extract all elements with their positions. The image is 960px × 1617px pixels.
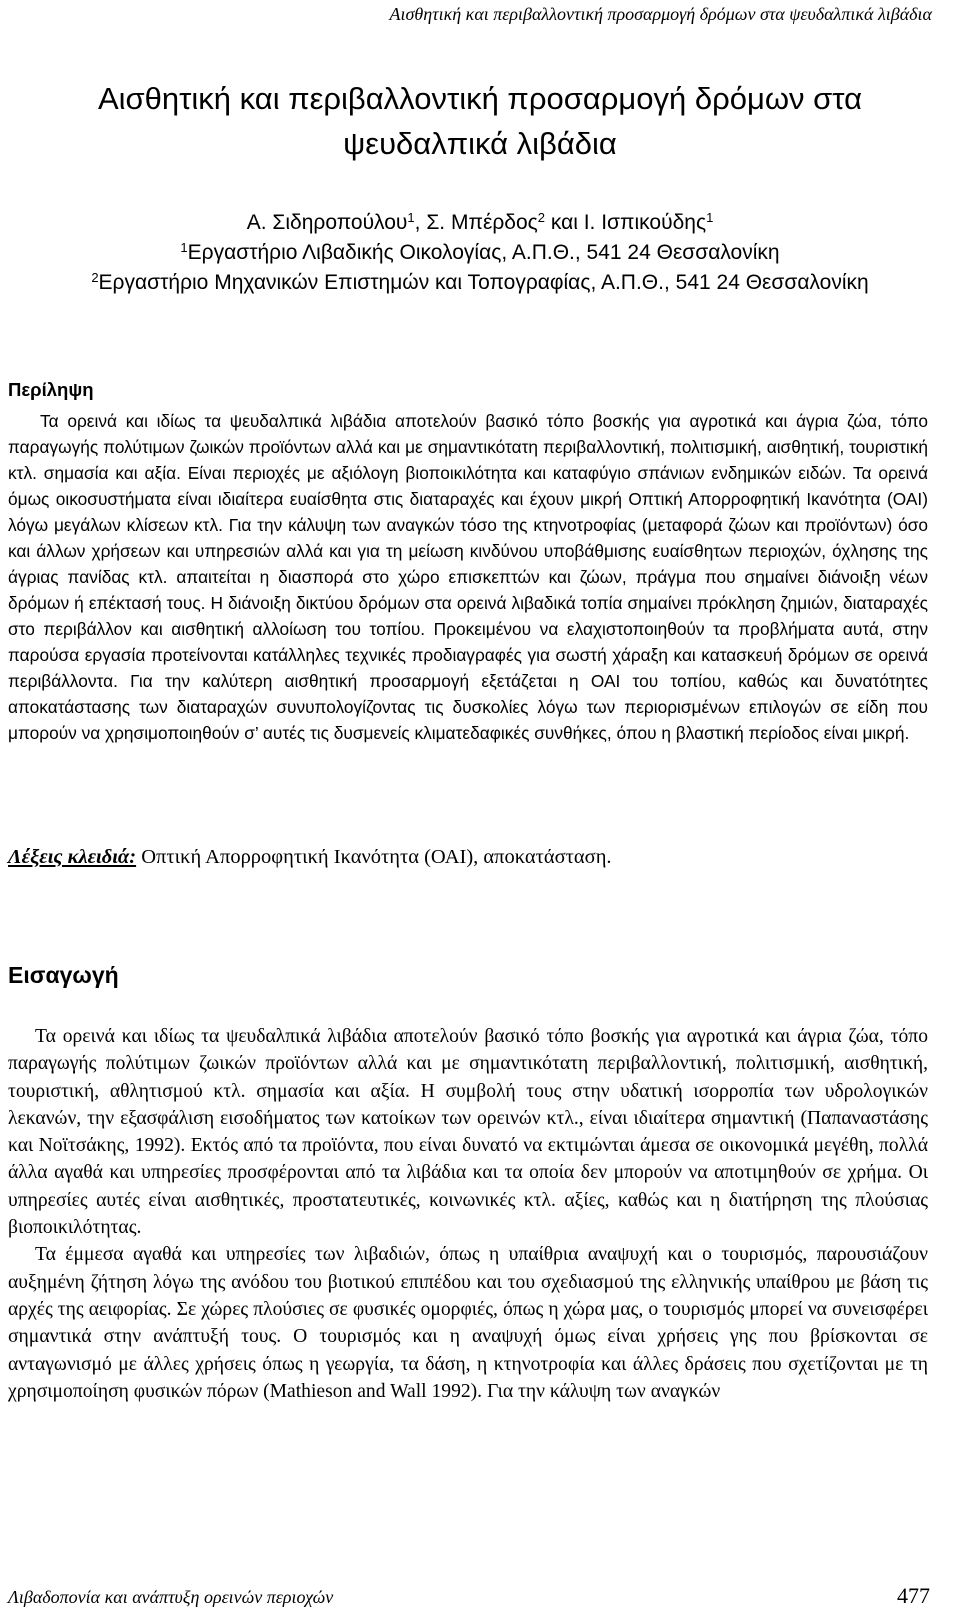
page-number: 477 — [897, 1583, 930, 1608]
affiliation-1-text: Εργαστήριο Λιβαδικής Οικολογίας, Α.Π.Θ., 541 24 Θεσσαλονίκη — [187, 241, 780, 264]
author-1: Α. Σιδηροπούλου — [246, 211, 408, 234]
intro-paragraph-2: Τα έμμεσα αγαθά και υπηρεσίες των λιβαδιών, όπως η υπαίθρια αναψυχή και ο τουρισμός, παρουσιάζουν αυξημένη ζήτηση λόγω της ανόδου του βιοτικού επιπέδου και του σχεδιασμού της ελληνικής υπαίθρου με βάση τις αρχές της αειφορίας. Σε χώρες πλούσιες σε φυσικές ομορφιές, όπως η χώρα μας, ο τουρισμός μπορεί να συνεισφέρει σημαντικά στην ανάπτυξή τους. Ο τουρισμός και η αναψυχή όμως είναι χρήσεις γης που βρίσκονται σε ανταγωνισμό με άλλες χρήσεις όπως η γεωργία, τα δάση, η κτηνοτροφία και άλλες δράσεις που σχετίζονται με τη χρησιμοποίηση φυσικών πόρων (Mathieson and Wall 1992). Για την κάλυψη των αναγκών — [8, 1244, 928, 1402]
author-2: , Σ. Μπέρδος — [414, 211, 538, 234]
author-3-sup: 1 — [706, 210, 714, 225]
affiliation-2-sup: 2 — [91, 270, 99, 285]
keywords — [8, 846, 928, 869]
abstract-text: Τα ορεινά και ιδίως τα ψευδαλπικά λιβάδια αποτελούν βασικό τόπο βοσκής για αγροτικά και άγρια ζώα, τόπο παραγωγής πολύτιμων ζωικών προϊόντων αλλά και με σημαντικότατη περιβαλλοντική, πολιτισμική, αισθητική, τουριστική κτλ. σημασία και αξία. Είναι περιοχές με αξιόλογη βιοποικιλότητα και καταφύγιο σπάνιων ενδημικών ειδών. Τα ορεινά όμως οικοσυστήματα είναι ιδιαίτερα ευαίσθητα στις διαταραχές και έχουν μικρή Οπτική Απορροφητική Ικανότητα (ΟΑΙ) λόγω μεγάλων κλίσεων κτλ. Για την κάλυψη των αναγκών τόσο της κτηνοτροφίας (μεταφορά ζώων και προϊόντων) όσο και άλλων χρήσεων και υπηρεσιών αλλά και για τη μείωση κινδύνου υποβάθμισης ευαίσθητων περιοχών, όχλησης της άγριας πανίδας κτλ. απαιτείται η διασπορά στο χώρο επισκεπτών και ζώων, πράγμα που σημαίνει διάνοιξη νέων δρόμων ή επέκτασή τους. Η διάνοιξη δικτύου δρόμων στα ορεινά λιβαδικά τοπία σημαίνει πρόκληση ζημιών, διαταραχές στο περιβάλλον και αισθητική αλλοίωση του τοπίου. Προκειμένου να ελαχιστοποιηθούν τα προβλήματα αυτά, στην παρούσα εργασία προτείνονται κατάλληλες τεχνικές προδιαγραφές για σωστή χάραξη και κατασκευή δρόμων σε ορεινά περιβάλλοντα. Για την καλύτερη αισθητική προσαρμογή εξετάζεται η ΟΑΙ του τοπίου, καθώς και δυνατότητες αποκατάστασης των διαταραχών συνυπολογίζοντας τις δυσκολίες λόγω των περιορισμένων επιλογών σε είδη που μπορούν να χρησιμοποιηθούν σ’ αυτές τις δυσμενείς κλιματεδαφικές συνθήκες, όπου η βλαστική περίοδος είναι μικρή. — [8, 411, 928, 743]
author-2-sup: 2 — [537, 210, 545, 225]
title-line-2: ψευδαλπικά λιβάδια — [343, 126, 617, 161]
title-line-1: Αισθητική και περιβαλλοντική προσαρμογή δρόμων στα — [97, 81, 863, 116]
affiliation-1 — [20, 238, 940, 268]
page-title — [20, 76, 940, 166]
author-3: και Ι. Ισπικούδης — [545, 211, 707, 234]
intro-paragraph-1: Τα ορεινά και ιδίως τα ψευδαλπικά λιβάδια αποτελούν βασικό τόπο βοσκής για αγροτικά και άγρια ζώα, τόπο παραγωγής πολύτιμων ζωικών προϊόντων αλλά και με σημαντικότατη περιβαλλοντική, πολιτισμική, αισθητική, τουριστική, αθλητισμού κτλ. σημασία και αξία. Η συμβολή τους στην υδατική ισορροπία των υδρολογικών λεκανών, την εξασφάλιση εισοδήματος των κατοίκων των ορεινών κτλ., είναι ιδιαίτερα σημαντική (Παπαναστάσης και Νοϊτσάκης, 1992). Εκτός από τα προϊόντα, που είναι δυνατό να εκτιμώνται άμεσα σε οικονομικά μεγέθη, πολλά άλλα αγαθά και υπηρεσίες προσφέρονται από τα λιβάδια και τα οποία δεν μπορούν να αποτιμηθούν σε χρήμα. Οι υπηρεσίες αυτές είναι αισθητικές, προστατευτικές, κοινωνικές κτλ. αξίες, καθώς και η διατήρηση της πλούσιας βιοποικιλότητας. — [8, 1026, 928, 1239]
affiliation-2 — [20, 268, 940, 298]
footer-journal: Λιβαδοπονία και ανάπτυξη ορεινών περιοχών — [8, 1587, 334, 1607]
authors-block — [20, 208, 940, 298]
running-head: Αισθητική και περιβαλλοντική προσαρμογή δρόμων στα ψευδαλπικά λιβάδια — [389, 4, 932, 24]
introduction-body — [8, 1023, 928, 1405]
section-heading-introduction: Εισαγωγή — [8, 962, 119, 988]
affiliation-2-text: Εργαστήριο Μηχανικών Επιστημών και Τοπογραφίας, Α.Π.Θ., 541 24 Θεσσαλονίκη — [98, 271, 869, 294]
author-1-sup: 1 — [407, 210, 415, 225]
affiliation-1-sup: 1 — [180, 240, 188, 255]
keywords-label: Λέξεις κλειδιά: — [8, 846, 137, 868]
author-names — [20, 208, 940, 238]
keywords-text: Οπτική Απορροφητική Ικανότητα (ΟΑΙ), αποκατάσταση. — [136, 846, 612, 868]
abstract-heading: Περίληψη — [8, 379, 94, 400]
